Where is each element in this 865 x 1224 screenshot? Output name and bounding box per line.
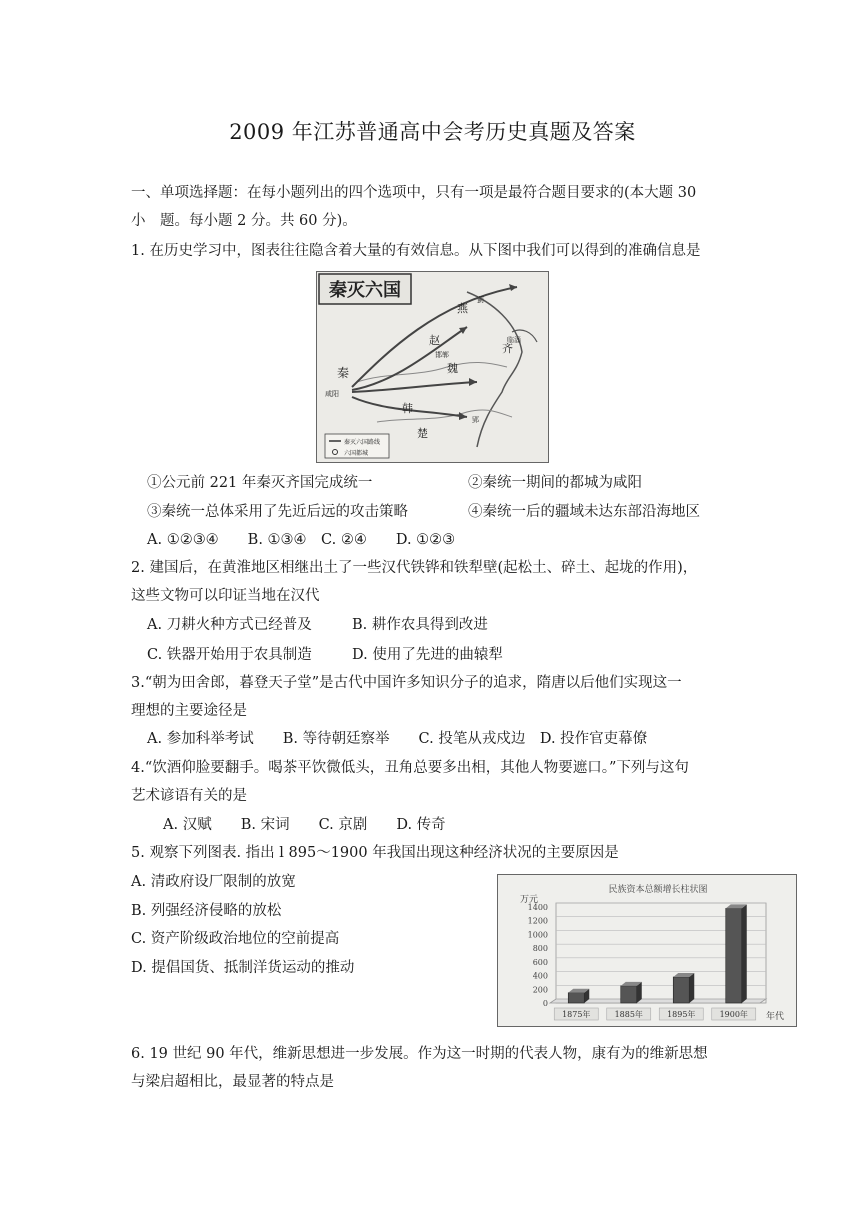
capital-growth-chart-figure: [497, 874, 797, 1027]
qin-map-figure: [316, 271, 549, 463]
chart-y-tick-label: 800: [532, 944, 548, 954]
state-label-qi: 齐: [502, 342, 513, 355]
chart-y-tick-label: 1400: [527, 903, 548, 912]
state-label-qin: 秦: [337, 366, 350, 380]
legend-route-label: 秦灭六国路线: [344, 439, 381, 446]
q1-statement-2: ②秦统一期间的都城为咸阳: [468, 475, 642, 491]
city-label-linzi: 临淄: [507, 336, 521, 344]
q1-statement-1: ①公元前 221 年秦灭齐国完成统一: [147, 475, 373, 491]
city-label-handan: 邯郸: [435, 351, 449, 359]
legend-capital-label: 六国都城: [344, 450, 369, 457]
chart-title: 民族资本总额增长柱状图: [608, 885, 708, 895]
chart-x-label: 年代: [765, 1012, 784, 1022]
city-label-xianyang: 咸阳: [325, 390, 339, 398]
section-heading-line2: 小 题。每小题 2 分。共 60 分)。: [131, 213, 357, 229]
q6-stem-line1: 6. 19 世纪 90 年代，维新思想进一步发展。作为这一时期的代表人物，康有为的维新思想: [131, 1046, 708, 1062]
q2-option-a: A. 刀耕火种方式已经普及: [147, 617, 312, 633]
chart-y-tick-label: 1200: [527, 916, 548, 926]
q2-option-d: D. 使用了先进的曲辕犁: [352, 647, 503, 663]
chart-category-label: 1885年: [614, 1010, 643, 1019]
q1-options: A. ①②③④ B. ①③④ C. ②④ D. ①②③: [147, 532, 456, 548]
q1-stem: 1. 在历史学习中，图表往往隐含着大量的有效信息。从下图中我们可以得到的准确信息是: [131, 243, 701, 259]
route-east: [352, 382, 477, 392]
chart-category-label: 1900年: [719, 1010, 748, 1019]
qin-map: [317, 272, 548, 462]
chart-y-tick-label: 200: [532, 985, 548, 995]
q5-option-d: D. 提倡国货、抵制洋货运动的推动: [131, 960, 355, 976]
page-title: 2009 年江苏普通高中会考历史真题及答案: [229, 120, 636, 144]
chart-bar: [673, 977, 689, 1003]
q5-option-c: C. 资产阶级政治地位的空前提高: [131, 931, 340, 947]
q4-options: A. 汉赋 B. 宋词 C. 京剧 D. 传奇: [163, 817, 446, 833]
capital-growth-chart: [498, 875, 796, 1026]
city-label-ying: 郢: [472, 416, 479, 424]
chart-bar-side: [689, 973, 694, 1003]
chart-bar: [621, 986, 637, 1003]
chart-y-tick-label: 600: [532, 957, 548, 967]
chart-bar: [568, 993, 584, 1003]
state-label-zhao: 赵: [429, 334, 440, 347]
state-label-chu: 楚: [417, 427, 428, 440]
q3-stem-line1: 3.“朝为田舍郎，暮登天子堂”是古代中国许多知识分子的追求，隋唐以后他们实现这一: [131, 675, 682, 691]
state-label-han: 韩: [402, 402, 413, 415]
chart-y-tick-label: 0: [542, 999, 548, 1008]
chart-y-tick-label: 1000: [527, 930, 548, 940]
q1-statement-3: ③秦统一总体采用了先近后远的攻击策略: [147, 504, 408, 520]
q2-stem-line1: 2. 建国后，在黄淮地区相继出土了一些汉代铁铧和铁犁壁(起松土、碎土、起垅的作用)，: [131, 560, 698, 576]
state-label-yan: 燕: [457, 302, 468, 315]
yellow-river: [357, 362, 507, 382]
chart-category-label: 1895年: [667, 1010, 696, 1019]
q2-option-b: B. 耕作农具得到改进: [352, 617, 488, 633]
state-label-wei: 魏: [447, 362, 458, 375]
map-title: 秦灭六国: [329, 280, 401, 300]
q4-stem-line2: 艺术谚语有关的是: [131, 788, 247, 804]
q3-options: A. 参加科举考试 B. 等待朝廷察举 C. 投笔从戎戍边 D. 投作官吏幕僚: [147, 731, 648, 747]
q5-stem: 5. 观察下列图表. 指出 l 895～1900 年我国出现这种经济状况的主要原因是: [131, 845, 619, 861]
q2-option-c: C. 铁器开始用于农具制造: [147, 647, 312, 663]
q3-stem-line2: 理想的主要途径是: [131, 703, 247, 719]
q4-stem-line1: 4.“饮酒仰脸要翻手。喝茶平饮微低头，丑角总要多出相，其他人物要遮口。”下列与这句: [131, 760, 689, 776]
q6-stem-line2: 与梁启超相比，最显著的特点是: [131, 1074, 334, 1090]
chart-y-unit: 万元: [520, 895, 539, 905]
chart-bar: [726, 908, 742, 1003]
yangtze-river: [377, 410, 512, 422]
q5-option-a: A. 清政府设厂限制的放宽: [131, 874, 296, 890]
q2-stem-line2: 这些文物可以印证当地在汉代: [131, 588, 320, 604]
chart-bar-side: [742, 904, 747, 1003]
city-label-ji: 蓟: [477, 296, 484, 304]
q1-statement-4: ④秦统一后的疆域未达东部沿海地区: [468, 504, 700, 520]
chart-y-tick-label: 400: [532, 971, 548, 981]
q5-option-b: B. 列强经济侵略的放松: [131, 903, 282, 919]
section-heading-line1: 一、单项选择题：在每小题列出的四个选项中，只有一项是最符合题目要求的(本大题 30: [131, 185, 697, 201]
chart-category-label: 1875年: [562, 1010, 591, 1019]
